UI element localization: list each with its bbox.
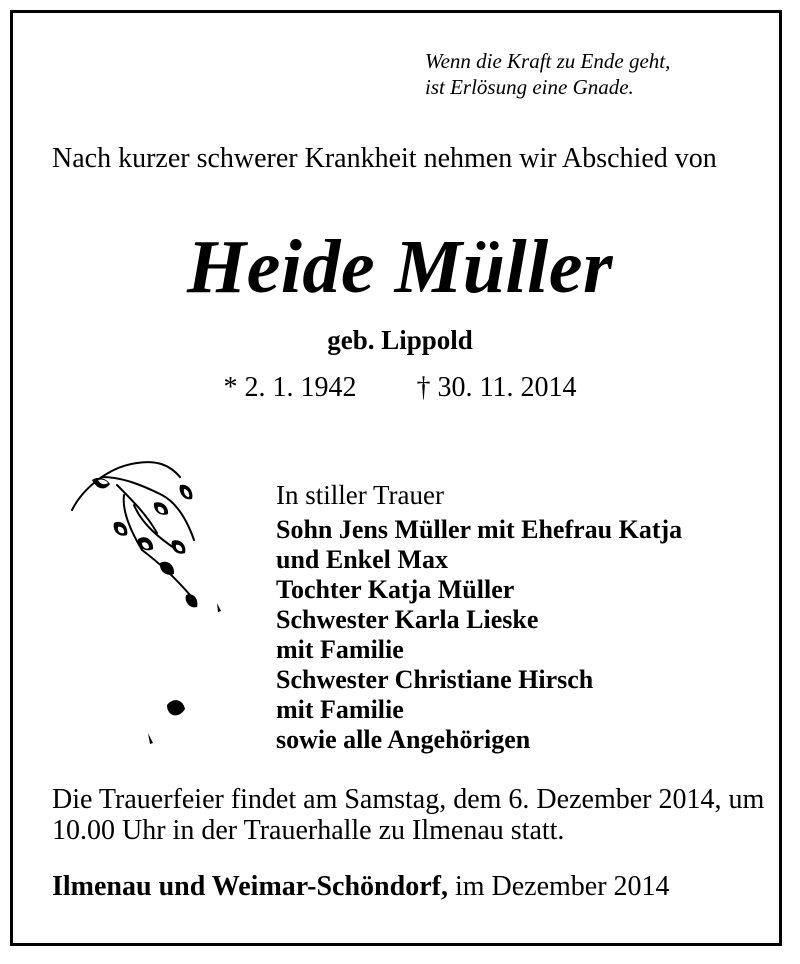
mourner-line: mit Familie: [276, 695, 404, 724]
mourner-line: Schwester Christiane Hirsch: [276, 665, 594, 694]
intro-text: Nach kurzer schwerer Krankheit nehmen wir Abschied von: [52, 143, 717, 174]
death-date: † 30. 11. 2014: [416, 372, 577, 403]
mourners-block: [276, 480, 776, 755]
mourner-line: mit Familie: [276, 635, 404, 664]
deceased-name: Heide Müller: [186, 225, 614, 309]
motto: [425, 48, 745, 100]
closing-line: [52, 871, 772, 903]
mourner-line: sowie alle Angehörigen: [276, 725, 531, 754]
maiden-name: geb. Lippold: [327, 325, 473, 355]
mourner-line: Tochter Katja Müller: [276, 575, 515, 604]
birth-date: * 2. 1. 1942: [223, 372, 357, 403]
funeral-info: Die Trauerfeier findet am Samstag, dem 6. Dezember 2014, um 10.00 Uhr in der Trauerhalle zu Ilmenau statt.: [52, 784, 765, 846]
motto-line-2: ist Erlösung eine Gnade.: [425, 75, 634, 99]
motto-line-1: Wenn die Kraft zu Ende geht,: [425, 49, 671, 73]
mourner-line: Schwester Karla Lieske: [276, 605, 539, 634]
life-dates: [0, 371, 800, 405]
mourners-lead: In stiller Trauer: [276, 480, 444, 510]
closing-date: im Dezember 2014: [454, 871, 670, 902]
closing-places: Ilmenau und Weimar-Schöndorf,: [52, 871, 448, 902]
mourner-line: Sohn Jens Müller mit Ehefrau Katja: [276, 515, 683, 544]
mourner-line: und Enkel Max: [276, 545, 448, 574]
birch-branch-icon: [62, 455, 242, 755]
